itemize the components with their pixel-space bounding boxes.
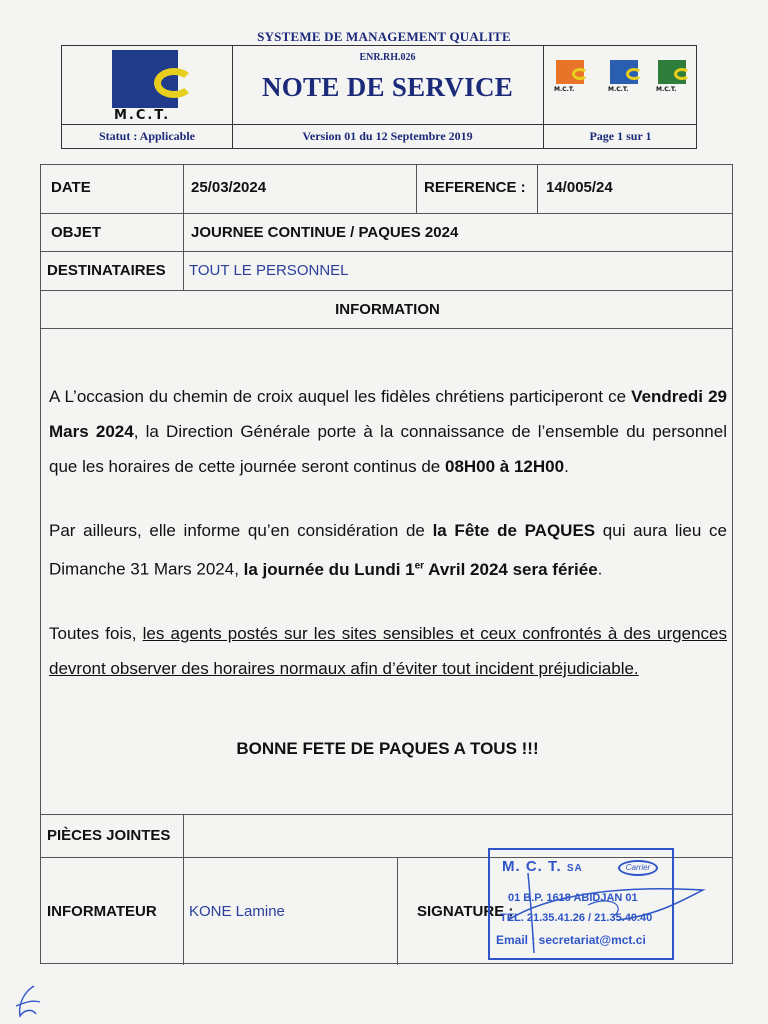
mct-logo-blue: M.C.T. bbox=[608, 60, 642, 100]
informateur-value: KONE Lamine bbox=[189, 903, 285, 920]
carrier-logo: Carrier bbox=[618, 860, 658, 876]
mct-logo bbox=[112, 50, 202, 122]
status-label: Statut : Applicable bbox=[98, 129, 195, 143]
closing-greeting: BONNE FETE DE PAQUES A TOUS !!! bbox=[236, 739, 539, 758]
date-label: DATE bbox=[51, 179, 91, 196]
stamp-email: Email : secretariat@mct.ci bbox=[496, 933, 646, 947]
mct-logo-green: M.C.T. bbox=[656, 60, 690, 100]
date-value: 25/03/2024 bbox=[191, 179, 267, 196]
logo-text: M.C.T. bbox=[114, 108, 171, 123]
paragraph-3: Toutes fois, les agents postés sur les sites sensibles et ceux confrontés à des urgences devront observer des horaires normaux afin d’éviter tout incident préjudiciable. bbox=[49, 624, 727, 678]
reference-value: 14/005/24 bbox=[546, 179, 613, 196]
mct-logo-orange: M.C.T. bbox=[554, 60, 588, 100]
pieces-jointes-label: PIÈCES JOINTES bbox=[47, 827, 171, 844]
stamp-phone: TEL. 21.35.41.26 / 21.35.40.40 bbox=[500, 912, 653, 924]
signature-label: SIGNATURE : bbox=[417, 903, 514, 920]
document-title: NOTE DE SERVICE bbox=[261, 72, 514, 102]
destinataires-label: DESTINATAIRES bbox=[47, 262, 166, 279]
version-label: Version 01 du 12 Septembre 2019 bbox=[302, 129, 473, 143]
informateur-label: INFORMATEUR bbox=[47, 903, 157, 920]
stamp-address: 01 B.P. 1618 ABIDJAN 01 bbox=[508, 892, 638, 904]
document-code: ENR.RH.026 bbox=[359, 52, 416, 63]
memo-table bbox=[40, 164, 733, 964]
paragraph-2: Par ailleurs, elle informe qu’en considération de la Fête de PAQUES qui aura lieu ce Dimanche 31 Mars 2024, la journée du Lundi 1er Avril 2024 sera fériée. bbox=[49, 521, 727, 579]
objet-value: JOURNEE CONTINUE / PAQUES 2024 bbox=[191, 224, 459, 241]
handwritten-signature bbox=[468, 865, 718, 955]
objet-label: OBJET bbox=[51, 224, 102, 241]
document-header bbox=[61, 45, 697, 149]
system-title: SYSTEME DE MANAGEMENT QUALITE bbox=[257, 29, 511, 44]
company-stamp: M. C. T. SA Carrier 01 B.P. 1618 ABIDJAN 01 TEL. 21.35.41.26 / 21.35.40.40 Email : secretariat@mct.ci bbox=[488, 848, 674, 960]
paragraph-1: A L’occasion du chemin de croix auquel les fidèles chrétiens participeront ce Vendredi 29 Mars 2024, la Direction Générale porte à la connaissance de l’ensemble du personnel que les horaires de cette journée seront continus de 08H00 à 12H00. bbox=[49, 387, 728, 476]
reference-label: REFERENCE : bbox=[424, 179, 526, 196]
destinataires-value: TOUT LE PERSONNEL bbox=[189, 262, 349, 279]
page-label: Page 1 sur 1 bbox=[589, 129, 652, 143]
initials-mark bbox=[6, 982, 46, 1022]
section-title: INFORMATION bbox=[335, 301, 440, 318]
